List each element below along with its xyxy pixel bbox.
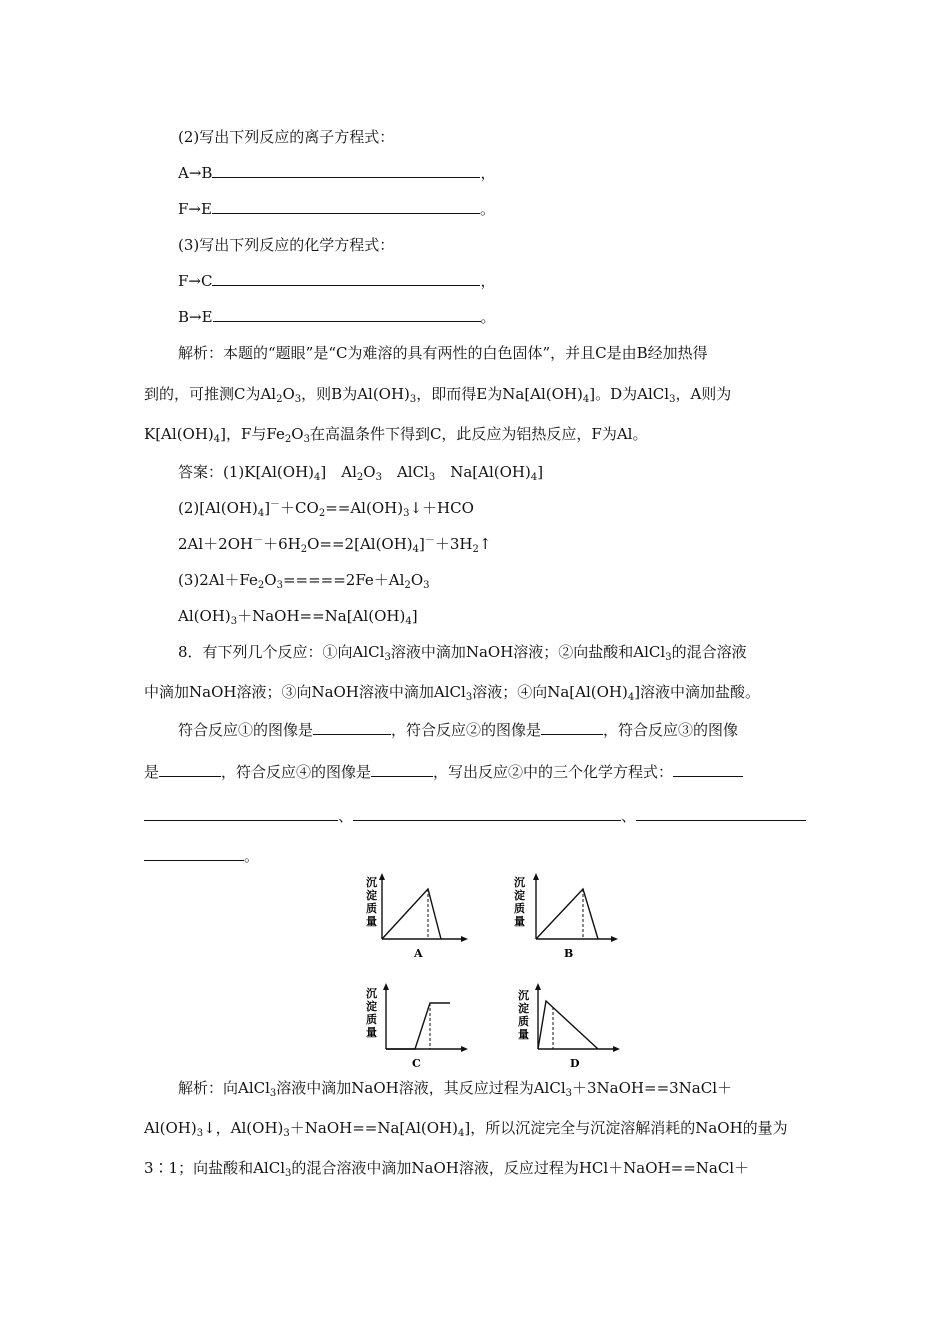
answer-blank[interactable] (144, 846, 244, 861)
curve (536, 889, 598, 939)
q8-line4: 是 ，符合反应④的图像是 ，写出反应②中的三个化学方程式： (144, 762, 743, 782)
svg-text:沉: 沉 (366, 876, 377, 889)
q2-item-label: A→B (178, 164, 213, 182)
q3-item-b-e: B→E 。 (178, 308, 496, 326)
y-axis-label (366, 986, 377, 1039)
answer-blank[interactable] (144, 806, 338, 821)
answer-line2: $(2)[Al(OH)_4]^-+CO_2==Al(OH)_3↓+HCO$ (178, 499, 474, 519)
q3-item-label: B→E (178, 308, 213, 326)
svg-text:量: 量 (514, 915, 525, 928)
answer-blank[interactable] (673, 762, 743, 777)
svg-text:量: 量 (518, 1028, 529, 1041)
q3-heading: (3)写出下列反应的化学方程式： (178, 236, 395, 254)
x-axis-arrow (461, 936, 468, 942)
q2-item-f-e: F→E 。 (178, 200, 495, 218)
q8-line2: 中滴加NaOH溶液；③向NaOH溶液中滴加AlCl$_3$溶液；④向$Na[Al(OH)_4]$溶液中滴加盐酸。 (144, 683, 761, 703)
answer-line1: 答案：$(1)K[Al(OH)_4]$ $Al_2O_3$ AlCl$_3$ $Na[Al(OH)_4]$ (178, 463, 544, 483)
x-axis-arrow (461, 1046, 468, 1052)
svg-text:沉: 沉 (366, 987, 377, 1000)
q2-heading: (2)写出下列反应的离子方程式： (178, 128, 395, 146)
graph-d (516, 981, 626, 1073)
answer-blank[interactable] (212, 199, 480, 214)
curve (386, 1003, 450, 1049)
svg-text:淀: 淀 (366, 1000, 377, 1013)
svg-text:量: 量 (366, 1026, 377, 1039)
answer-blank[interactable] (353, 806, 621, 821)
svg-text:淀: 淀 (518, 1002, 529, 1015)
y-axis-label (366, 875, 377, 928)
analysis1-line3: $K[Al(OH)_4]$，F与$Fe_2O_3$在高温条件下得到C，此反应为铝热反应，F为Al。 (144, 425, 648, 445)
y-axis-arrow (379, 873, 385, 880)
svg-text:淀: 淀 (514, 889, 525, 902)
y-axis-arrow (383, 983, 389, 990)
analysis2-line2: $Al(OH)_3↓$，$Al(OH)_3+NaOH==Na[Al(OH)_4]$，所以沉淀完全与沉淀溶解消耗的NaOH的量为 (144, 1119, 788, 1139)
graph-b (512, 873, 622, 963)
q8-line5: 、 、 (144, 806, 806, 826)
svg-text:质: 质 (518, 1015, 529, 1028)
answer-line4: $(3)2Al+Fe_2O_3=====2Fe+Al_2O_3$ (178, 571, 430, 591)
answer-blank[interactable] (541, 720, 603, 735)
answer-blank[interactable] (371, 762, 433, 777)
answer-line3: $2Al+2OH^-+6H_2O==2[Al(OH)_4]^-+3H_2↑$ (178, 535, 492, 555)
graph-label: B (564, 947, 574, 960)
graph-label: A (414, 947, 423, 960)
q3-item-label: F→C (178, 272, 213, 290)
curve (382, 889, 441, 939)
graph-a (362, 873, 472, 963)
y-axis-arrow (533, 873, 539, 880)
answer-blank[interactable] (313, 720, 391, 735)
graph-label: C (412, 1057, 421, 1070)
answer-blank[interactable] (212, 271, 480, 286)
q2-item-label: F→E (178, 200, 212, 218)
analysis1-line2: 到的，可推测C为$Al_2O_3$，则B为$Al(OH)_3$，即而得E为$Na[Al(OH)_4]$。D为AlCl$_3$，A则为 (144, 385, 732, 405)
answer-blank[interactable] (159, 762, 221, 777)
y-axis-arrow (535, 983, 541, 990)
answer-blank[interactable] (213, 307, 481, 322)
graph-c (362, 981, 472, 1073)
curve (538, 1001, 598, 1049)
analysis2-line3: 3∶1；向盐酸和AlCl$_3$的混合溶液中滴加NaOH溶液，反应过程为HCl＋NaOH==NaCl＋ (144, 1159, 750, 1179)
svg-text:淀: 淀 (366, 889, 377, 902)
svg-text:质: 质 (366, 1013, 377, 1026)
svg-text:量: 量 (366, 915, 377, 928)
svg-text:质: 质 (514, 902, 525, 915)
y-axis-label (518, 988, 529, 1041)
q8-line3: 符合反应①的图像是 ，符合反应②的图像是 ，符合反应③的图像 (178, 721, 739, 739)
answer-blank[interactable] (636, 806, 806, 821)
svg-text:质: 质 (366, 902, 377, 915)
graph-label: D (570, 1057, 580, 1070)
x-axis-arrow (613, 1046, 620, 1052)
analysis1-line1: 解析：本题的“题眼”是“C为难溶的具有两性的白色固体”，并且C是由B经加热得 (178, 344, 708, 362)
svg-text:沉: 沉 (514, 876, 525, 889)
x-axis-arrow (611, 936, 618, 942)
svg-text:沉: 沉 (518, 989, 529, 1002)
analysis2-line1: 解析：向AlCl$_3$溶液中滴加NaOH溶液，其反应过程为AlCl$_3$＋3NaOH==3NaCl＋ (178, 1079, 733, 1099)
answer-blank[interactable] (212, 163, 480, 178)
q8-line1: 8．有下列几个反应：①向AlCl$_3$溶液中滴加NaOH溶液；②向盐酸和AlCl$_3$的混合溶液 (178, 643, 747, 663)
q8-line6: 。 (144, 846, 259, 866)
y-axis-label (514, 875, 525, 928)
q2-item-a-b: A→B ， (178, 164, 496, 182)
answer-line5: $Al(OH)_3+NaOH==Na[Al(OH)_4]$ (178, 607, 418, 627)
q3-item-f-c: F→C ， (178, 272, 496, 290)
